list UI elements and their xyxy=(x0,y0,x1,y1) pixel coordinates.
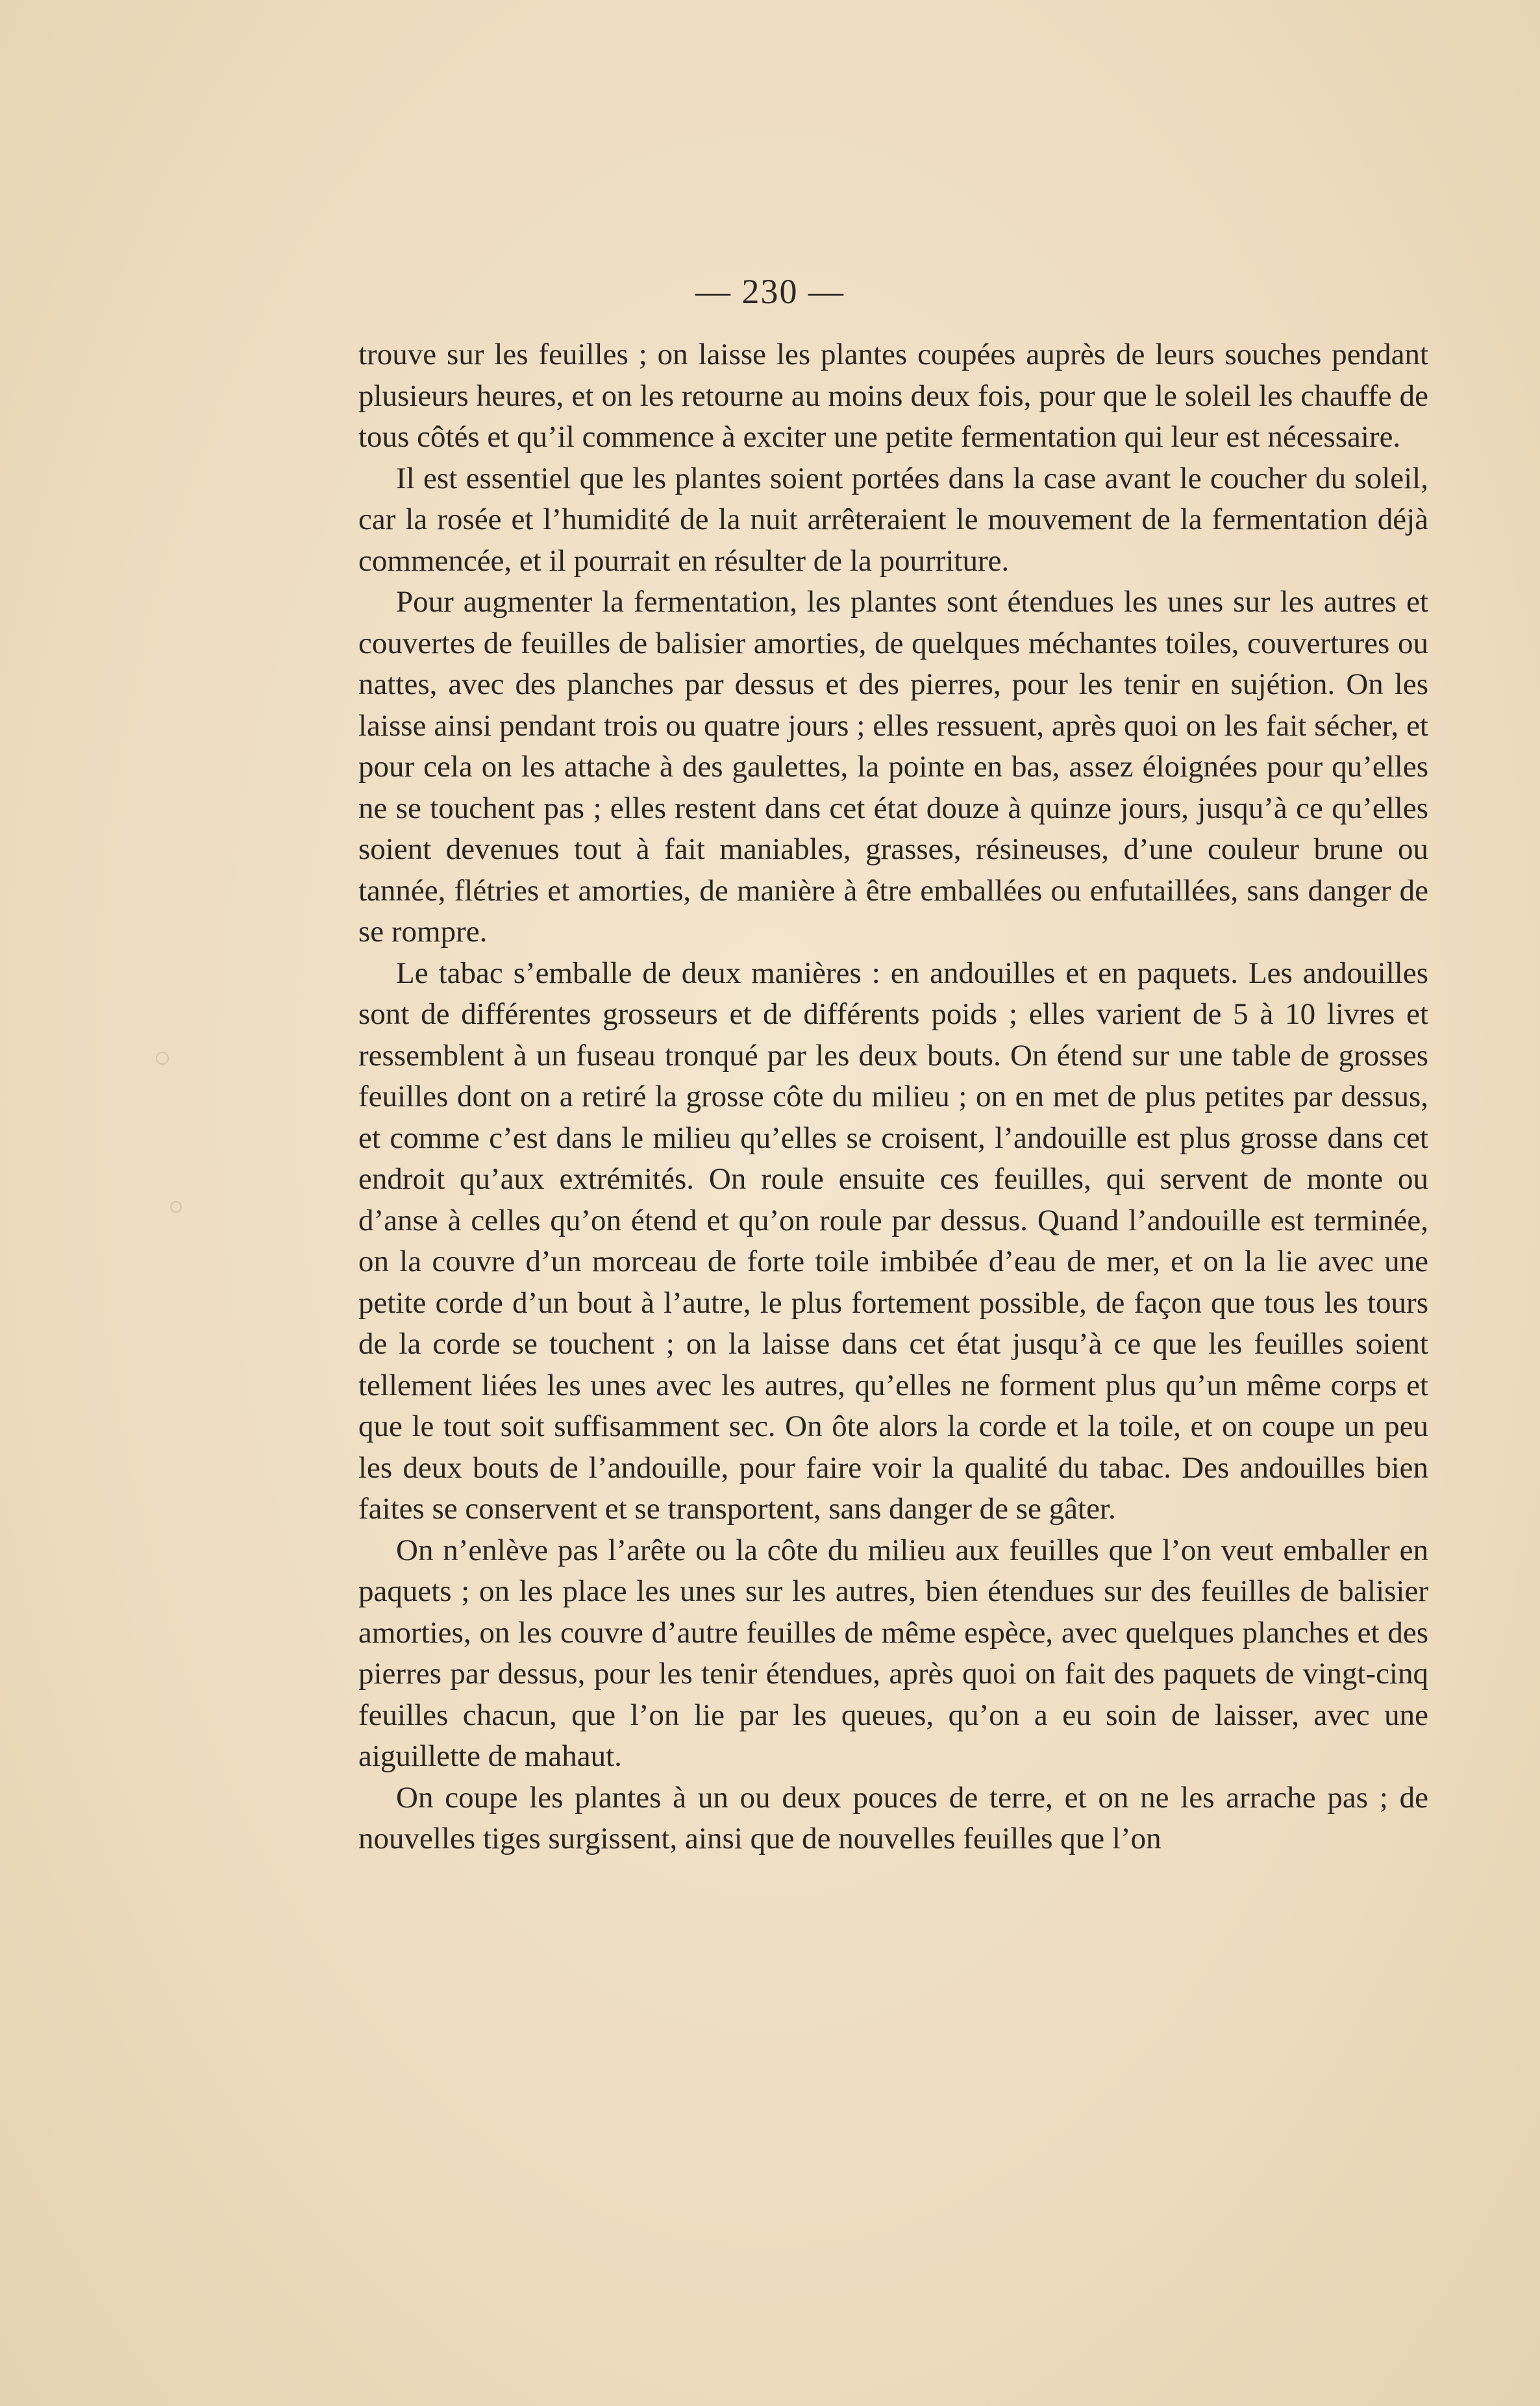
paragraph: On n’enlève pas l’arête ou la côte du milieu aux feuilles que l’on veut emballer en paquets ; on les place les unes sur les autres, bien étendues sur des feuilles de balisier amorties, on les couvre d’autre feuilles de même espèce, avec quelques planches et des pierres par dessus, pour les tenir étendues, après quoi on fait des paquets de vingt-cinq feuilles chacun, que l’on lie par les queues, qu’on a eu soin de laisser, avec une aiguillette de mahaut. xyxy=(358,1533,1428,1773)
paragraph: Il est essentiel que les plantes soient portées dans la case avant le coucher du soleil, car la rosée et l’humidité de la nuit arrêteraient le mouvement de la fermentation déjà commencée, et il pourrait en résulter de la pourriture. xyxy=(358,461,1428,578)
paragraph: On coupe les plantes à un ou deux pouces de terre, et on ne les arrache pas ; de nouvelles tiges surgissent, ainsi que de nouvelles feuilles que l’on xyxy=(358,1780,1428,1855)
paper-speck xyxy=(156,1052,169,1065)
paragraph: Le tabac s’emballe de deux manières : en andouilles et en paquets. Les andouilles sont de différentes grosseurs et de différents poids ; elles varient de 5 à 10 livres et ressemblent à un fuseau tronqué par les deux bouts. On étend sur une table de grosses feuilles dont on a retiré la grosse côte du milieu ; on en met de plus petites par dessus, et comme c’est dans le milieu qu’elles se croisent, l’andouille est plus grosse dans cet endroit qu’aux extrémités. On roule ensuite ces feuilles, qui servent de monte ou d’anse à celles qu’on étend et qu’on roule par dessus. Quand l’andouille est terminée, on la couvre d’un morceau de forte toile imbibée d’eau de mer, et on la lie avec une petite corde d’un bout à l’autre, le plus fortement possible, de façon que tous les tours de la corde se touchent ; on la laisse dans cet état jusqu’à ce que les feuilles soient tellement liées les unes avec les autres, qu’elles ne forment plus qu’un même corps et que le tout soit suffisamment sec. On ôte alors la corde et la toile, et on coupe un peu les deux bouts de l’andouille, pour faire voir la qualité du tabac. Des andouilles bien faites se conservent et se transportent, sans danger de se gâter. xyxy=(358,956,1428,1526)
body-text xyxy=(358,334,1428,1860)
page-number: — 230 — xyxy=(695,272,845,311)
paper-speck xyxy=(170,1201,182,1213)
paragraph: Pour augmenter la fermentation, les plantes sont étendues les unes sur les autres et couvertes de feuilles de balisier amorties, de quelques méchantes toiles, couvertures ou nattes, avec des planches par dessus et des pierres, pour les tenir en sujétion. On les laisse ainsi pendant trois ou quatre jours ; elles ressuent, après quoi on les fait sécher, et pour cela on les attache à des gaulettes, la pointe en bas, assez éloignées pour qu’elles ne se touchent pas ; elles restent dans cet état douze à quinze jours, jusqu’à ce qu’elles soient devenues tout à fait maniables, grasses, résineuses, d’une couleur brune ou tannée, flétries et amorties, de manière à être emballées ou enfutaillées, sans danger de se rompre. xyxy=(358,585,1428,949)
paragraph: trouve sur les feuilles ; on laisse les plantes coupées auprès de leurs souches pendant plusieurs heures, et on les retourne au moins deux fois, pour que le soleil les chauffe de tous côtés et qu’il commence à exciter une petite fermentation qui leur est nécessaire. xyxy=(358,338,1428,454)
